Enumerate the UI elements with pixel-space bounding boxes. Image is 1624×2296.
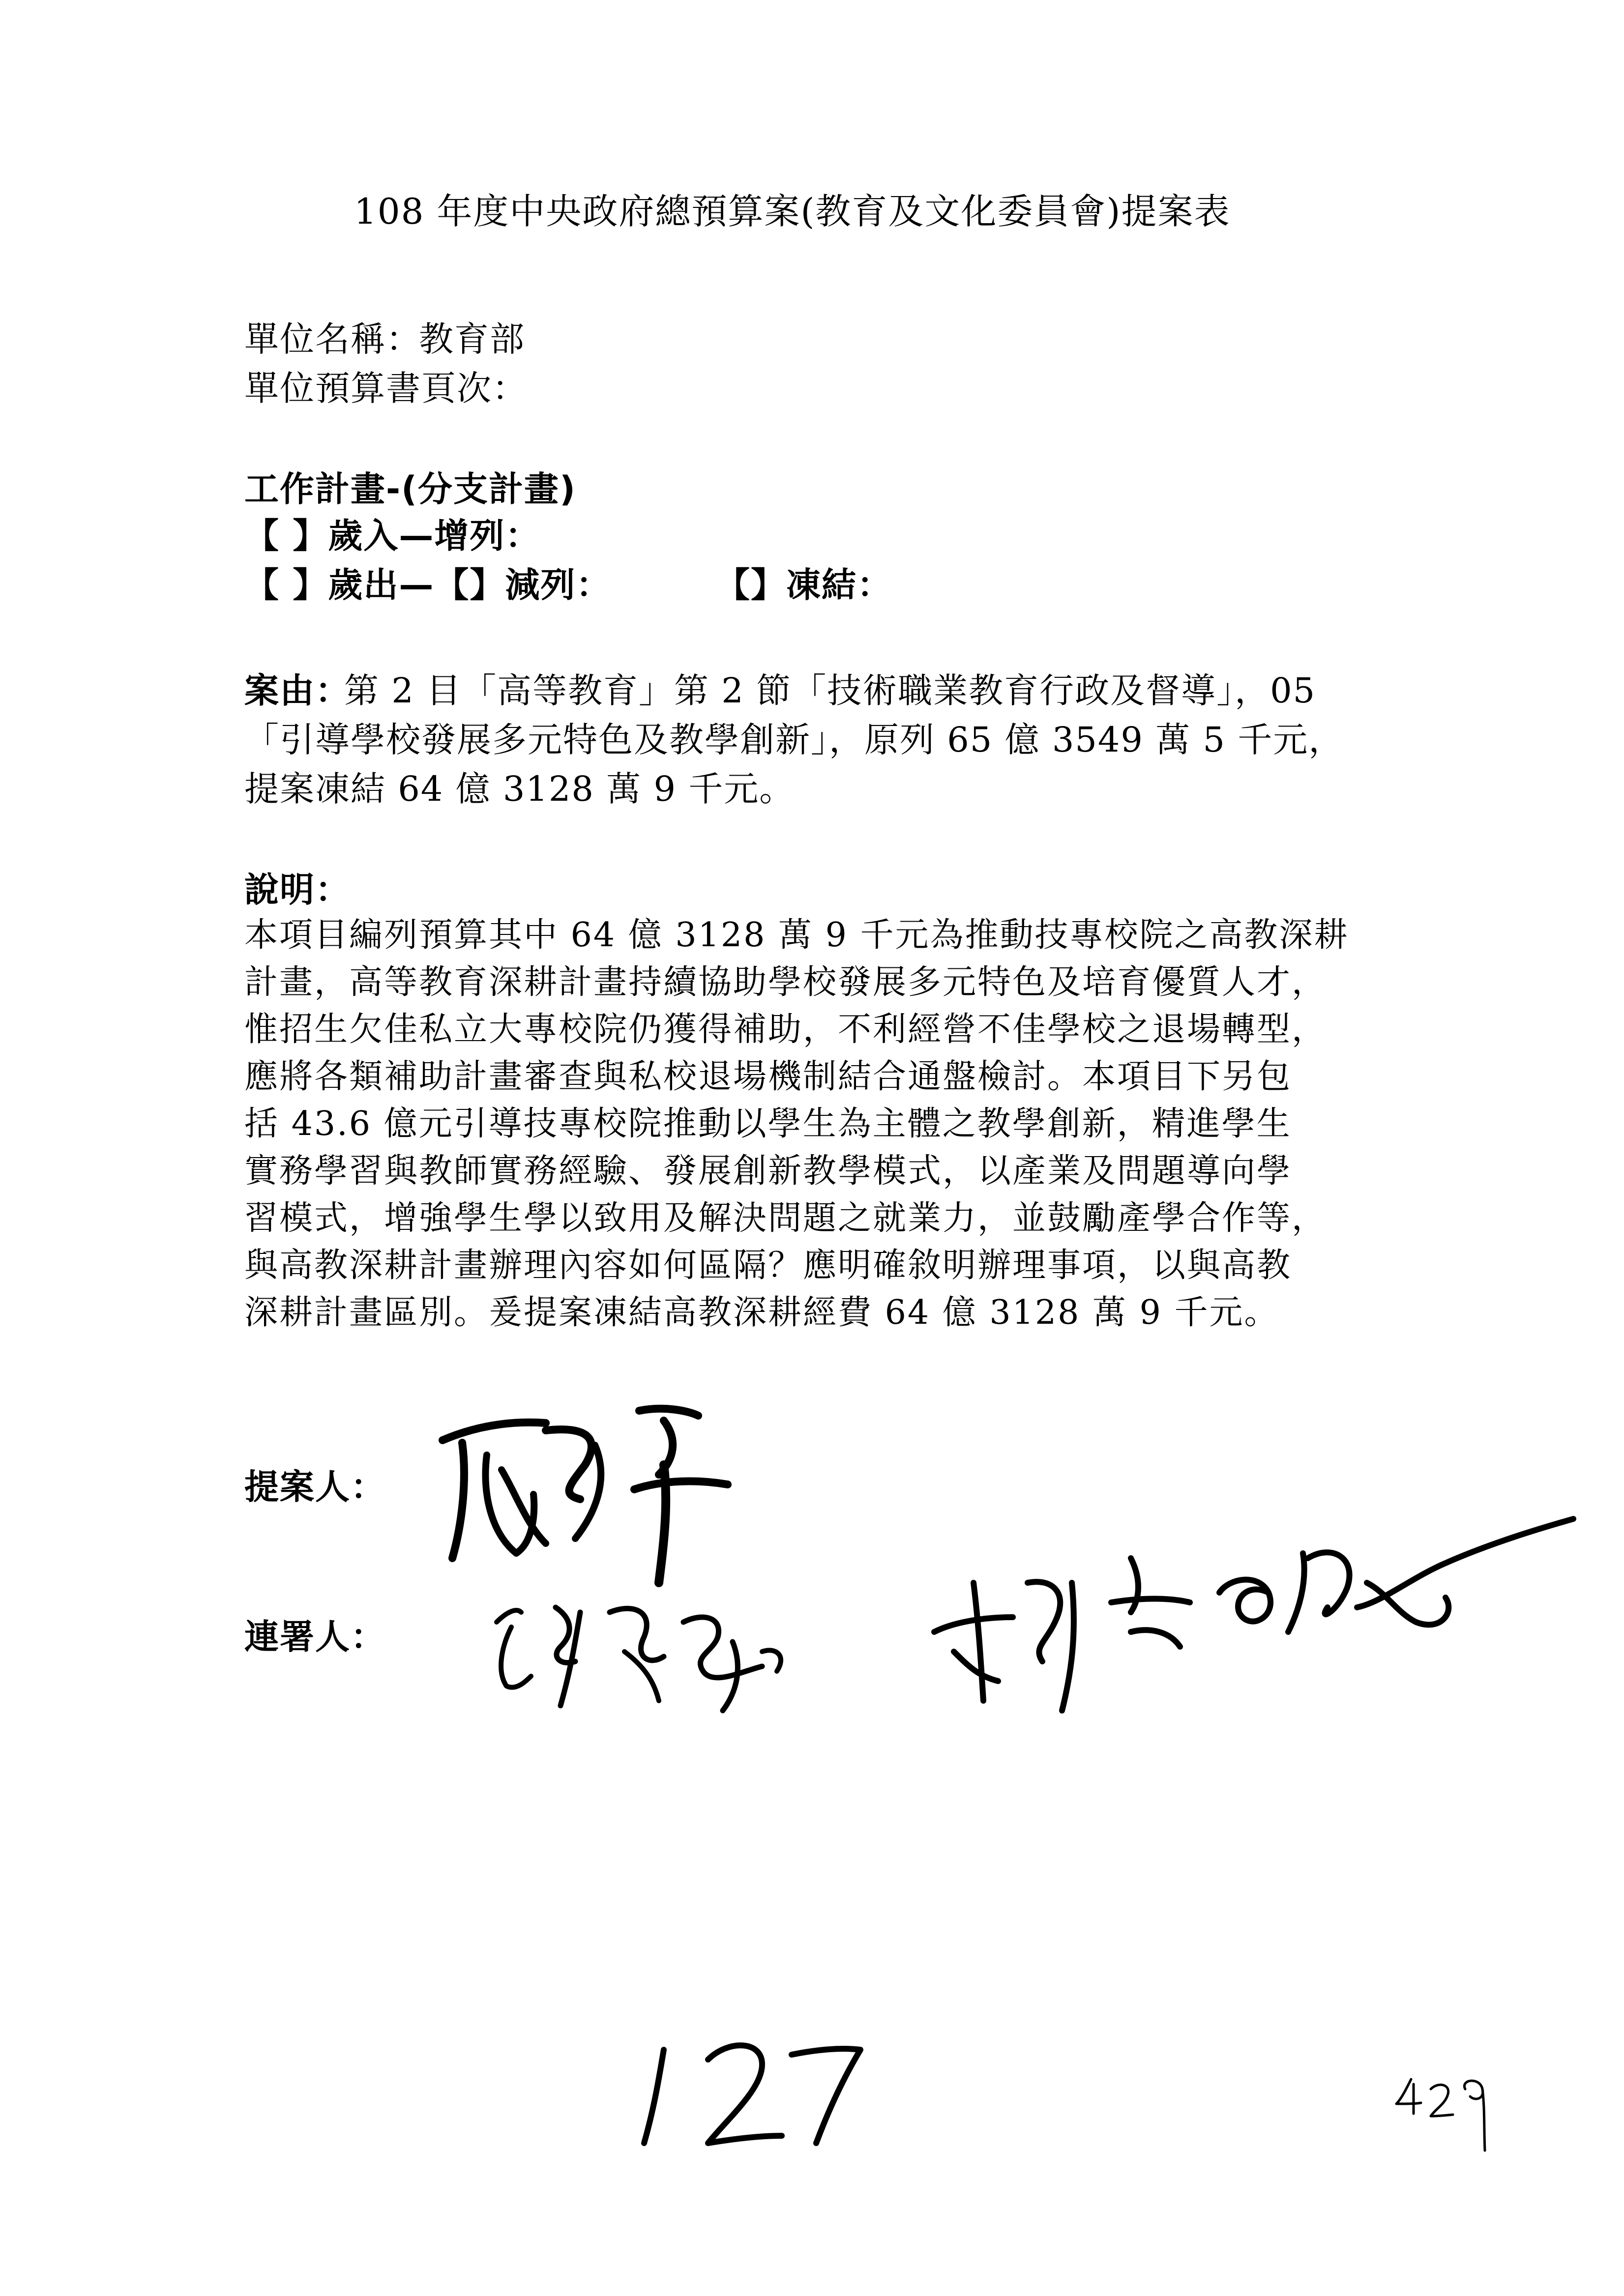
explanation-label: 說明： [244,870,351,910]
explanation-line: 括 43.6 億元引導技專校院推動以學生為主體之教學創新，精進學生 [244,1104,1292,1143]
expenditure-decrease-line: 【 】歲出—【】減列： [244,565,612,605]
explanation-line: 深耕計畫區別。爰提案凍結高教深耕經費 64 億 3128 萬 9 千元。 [244,1293,1279,1332]
case-line-3: 提案凍結 64 億 3128 萬 9 千元。 [244,769,795,809]
unit-name-value: 教育部 [419,319,525,359]
revenue-increase-line: 【 】歲入—增列： [244,516,541,556]
work-plan-heading: 工作計畫-(分支計畫) [244,469,577,509]
handwritten-corner-number [1391,2069,1505,2158]
freeze-line: 【】凍結： [715,565,892,605]
handwritten-page-number [634,2020,880,2153]
document-title: 108 年度中央政府總預算案(教育及文化委員會)提案表 [354,191,1231,232]
unit-name-label: 單位名稱： [244,319,421,359]
case-label: 案由： [244,670,351,711]
cosigner-signature [924,1484,1583,1740]
proposer-label: 提案人： [244,1467,386,1507]
cosigner-signature [487,1593,801,1720]
explanation-line: 實務學習與教師實務經驗、發展創新教學模式，以產業及問題導向學 [244,1152,1292,1191]
explanation-line: 惟招生欠佳私立大專校院仍獲得補助，不利經營不佳學校之退場轉型， [244,1010,1327,1049]
explanation-line: 與高教深耕計畫辦理內容如何區隔？應明確敘明辦理事項，以與高教 [244,1246,1292,1285]
proposer-signature [433,1396,777,1602]
budget-page-label: 單位預算書頁次： [244,368,528,408]
explanation-line: 本項目編列預算其中 64 億 3128 萬 9 千元為推動技專校院之高教深耕 [244,916,1349,955]
explanation-line: 應將各類補助計畫審查與私校退場機制結合通盤檢討。本項目下另包 [244,1057,1292,1096]
cosigner-label: 連署人： [244,1617,386,1657]
explanation-line: 習模式，增強學生學以致用及解決問題之就業力，並鼓勵產學合作等， [244,1199,1327,1238]
case-line-2: 「引導學校發展多元特色及教學創新」，原列 65 億 3549 萬 5 千元， [244,720,1344,760]
case-line-1: 第 2 目「高等教育」第 2 節「技術職業教育行政及督導」，05 [344,670,1316,711]
explanation-line: 計畫，高等教育深耕計畫持續協助學校發展多元特色及培育優質人才， [244,963,1327,1002]
